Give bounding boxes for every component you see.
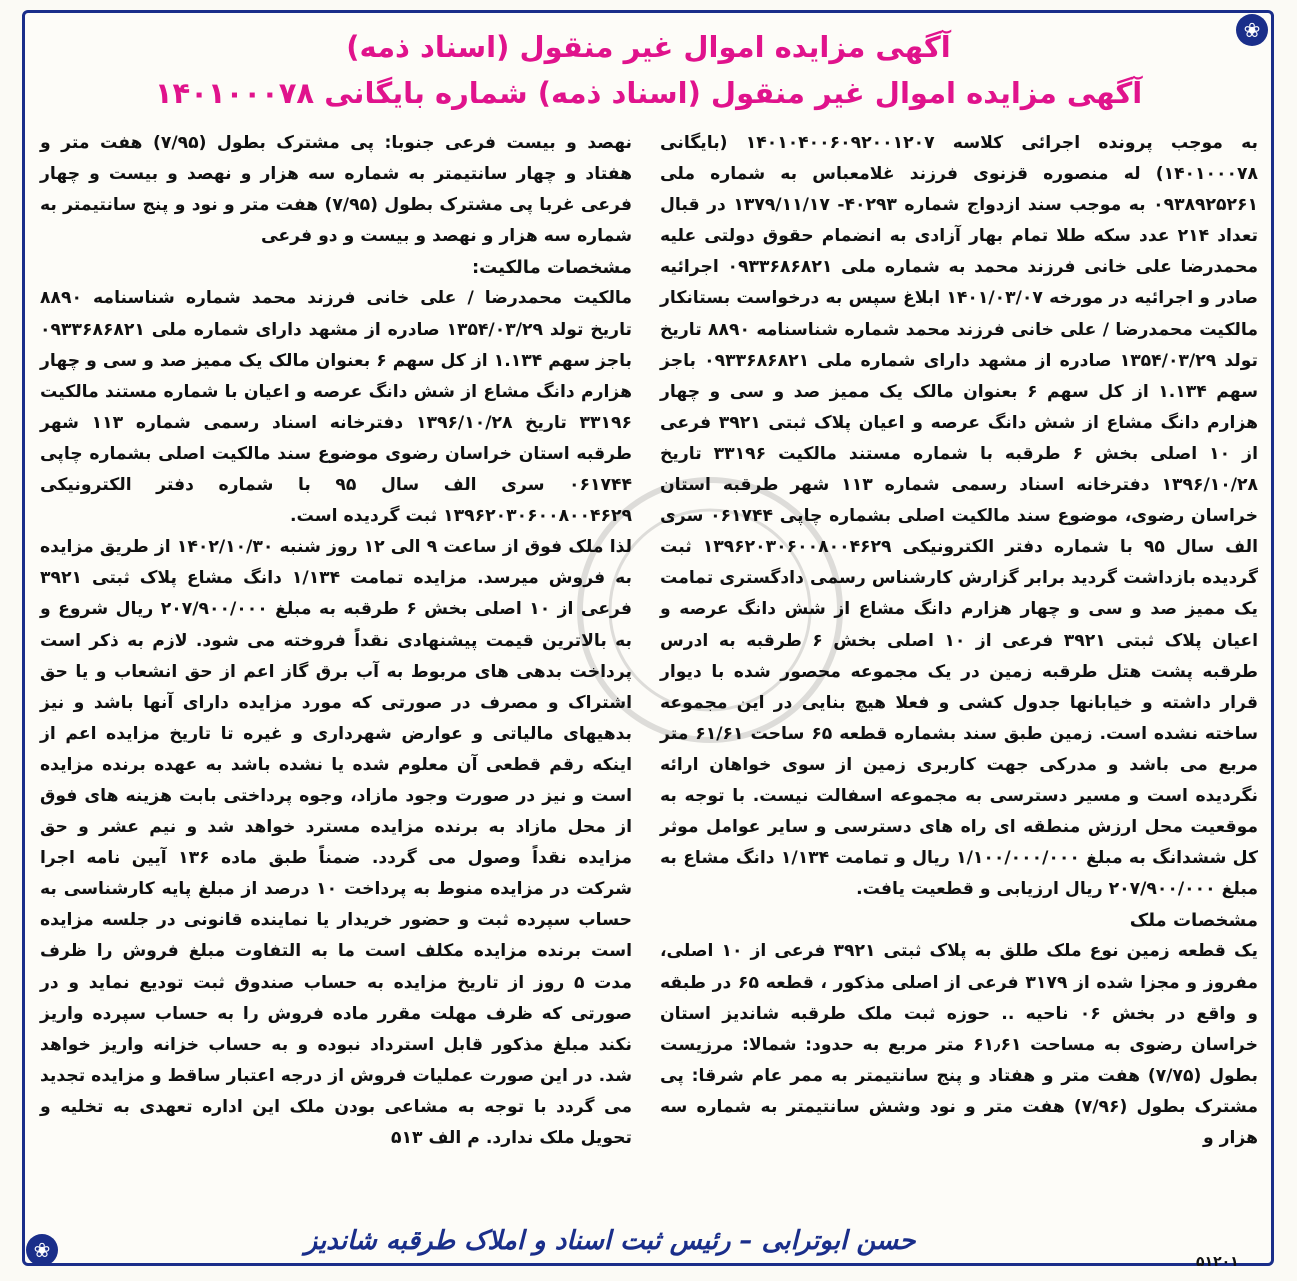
boundaries-paragraph: نهصد و بیست فرعی جنوبا: پی مشترک بطول (۷/۹۵) هفت متر و هفتاد و چهار سانتیمتر به شماره سه هزار و نهصد و بیست و چهار فرعی غربا پی مشترک بطول (۷/۹۵) هفت متر و نود و پنج سانتیمتر به شماره سه هزار و نهصد و بیست و دو فرعی bbox=[40, 133, 632, 247]
notice-title: آگهی مزایده اموال غیر منقول (اسناد ذمه) bbox=[346, 30, 951, 64]
auction-terms-paragraph: لذا ملک فوق از ساعت ۹ الی ۱۲ روز شنبه ۱۴۰۲/۱۰/۳۰ از طریق مزایده به فروش میرسد. مزایده تمامت ۱/۱۳۴ دانگ مشاع پلاک ثبتی ۳۹۲۱ فرعی از ۱۰ اصلی بخش ۶ طرقبه به مبلغ ۲۰۷/۹۰۰/۰۰۰ ریال شروع و به بالاترین قیمت پیشنهادی نقداً فروخته می شود. لازم به ذکر است پرداخت بدهی های مربوط به آب برق گاز اعم از حق انشعاب و یا حق اشتراک و مصرف در صورتی که مورد مزایده دارای آنها باشد و نیز بدهیهای مالیاتی و عوارض شهرداری و غیره تا تاریخ مزایده اعم از اینکه رقم قطعی آن معلوم شده یا نشده باشد به عهده برنده مزایده است و نیز در صورت وجود مازاد، وجوه پرداختی بابت هزینه های فوق از محل مازاد به برنده مزایده مسترد خواهد شد و نیم عشر و حق مزایده نقداً وصول می گردد. ضمناً طبق ماده ۱۳۶ آیین نامه اجرا شرکت در مزایده منوط به پرداخت ۱۰ درصد از مبلغ پایه کارشناسی به حساب سپرده ثبت و حضور خریدار یا نماینده قانونی در جلسه مزایده است برنده مزایده مکلف است ما به التفاوت مبلغ فروش را ظرف مدت ۵ روز از تاریخ مزایده به حساب صندوق ثبت تودیع نماید و در صورتی که ظرف مهلت مقرر ماده فروش را به حساب سپرده واریز نکند مبلغ مذکور قابل استرداد نبوده و به حساب خزانه واریز خواهد شد. در این صورت عملیات فروش از درجه اعتبار ساقط و مزایده تجدید می گردد با توجه به مشاعی بودن ملک این اداره تعهدی به تخلیه و تحویل ملک ندارد. م الف ۵۱۳ bbox=[40, 537, 633, 1148]
document-code: ۵۱۲۰۱ bbox=[1196, 1254, 1239, 1270]
property-specs-heading: مشخصات ملک bbox=[1129, 910, 1258, 932]
corner-ornament-icon: ❀ bbox=[1236, 14, 1268, 46]
case-paragraph: به موجب پرونده اجرائی کلاسه ۱۴۰۱۰۴۰۰۶۰۹۲۰۰۱۲۰۷ (بایگانی ۱۴۰۱۰۰۰۷۸) له منصوره قزنوی فرزند غلامعباس به شماره ملی ۰۹۳۸۹۲۵۲۶۱ به موجب سند ازدواج شماره ۴۰۲۹۳- ۱۳۷۹/۱۱/۱۷ در قبال تعداد ۲۱۴ عدد سکه طلا تمام بهار آزادی به انضمام حقوق دولتی علیه محمدرضا علی خانی فرزند محمد به شماره ملی ۰۹۳۳۶۸۶۸۲۱ اجرائیه صادر و اجرائیه در مورخه ۱۴۰۱/۰۳/۰۷ ابلاغ سپس به درخواست بستانکار مالکیت محمدرضا / علی خانی فرزند محمد شماره شناسنامه ۸۸۹۰ تاریخ تولد ۱۳۵۴/۰۳/۲۹ صادره از مشهد دارای شماره ملی ۰۹۳۳۶۸۶۸۲۱ باجز سهم ۱.۱۳۴ از کل سهم ۶ بعنوان مالک یک ممیز صد و سی و چهار هزارم دانگ مشاع از شش دانگ عرصه و اعیان پلاک ثبتی ۳۹۲۱ فرعی از ۱۰ اصلی بخش ۶ طرقبه با شماره مستند مالکیت ۳۳۱۹۶ تاریخ ۱۳۹۶/۱۰/۲۸ دفترخانه اسناد رسمی شماره ۱۱۳ شهر طرقبه استان خراسان رضوی، موضوع سند مالکیت اصلی بشماره چاپی ۰۶۱۷۴۴ سری الف سال ۹۵ با شماره دفتر الکترونیکی ۱۳۹۶۲۰۳۰۶۰۰۸۰۰۴۶۲۹ ثبت گردیده بازداشت گردید برابر گزارش کارشناس رسمی دادگستری تمامت یک ممیز صد و سی و چهار هزارم دانگ مشاع از شش دانگ عرصه و اعیان پلاک ثبتی ۳۹۲۱ فرعی از ۱۰ اصلی بخش ۶ طرقبه به ادرس طرقبه پشت هتل طرقبه زمین در یک مجموعه محصور شده با دیوار قرار داشته و خیابانها جدول کشی و فعلا هیچ بنایی در این مجموعه ساخته نشده است. زمین طبق سند بشماره قطعه ۶۵ ساحت ۶۱/۶۱ متر مربع می باشد و مدرکی جهت کاربری زمین از سوی خواهان ارائه نگردیده است و مسیر دسترسی به مجموعه اسفالت نیست. با توجه به موقعیت محل ارزش منطقه ای راه های دسترسی و سایر عوامل موثر کل ششدانگ به مبلغ ۱/۱۰۰/۰۰۰/۰۰۰ ریال و تمامت ۱/۱۳۴ دانگ مشاع به مبلغ ۲۰۷/۹۰۰/۰۰۰ ریال ارزیابی و قطعیت یافت. bbox=[660, 133, 1259, 900]
notice-subtitle: آگهی مزایده اموال غیر منقول (اسناد ذمه) شماره بایگانی ۱۴۰۱۰۰۰۷۸ bbox=[154, 76, 1143, 110]
left-column bbox=[40, 128, 632, 1154]
right-column bbox=[660, 128, 1258, 1154]
ownership-paragraph: مالکیت محمدرضا / علی خانی فرزند محمد شماره شناسنامه ۸۸۹۰ تاریخ تولد ۱۳۵۴/۰۳/۲۹ صادره از مشهد دارای شماره ملی ۰۹۳۳۶۸۶۸۲۱ باجز سهم ۱.۱۳۴ از کل سهم ۶ بعنوان مالک یک ممیز صد و سی و چهار هزارم دانگ مشاع از شش دانگ عرصه و اعیان با شماره مستند مالکیت ۳۳۱۹۶ تاریخ ۱۳۹۶/۱۰/۲۸ دفترخانه اسناد رسمی شماره ۱۱۳ شهر طرقبه استان خراسان رضوی موضوع سند مالکیت اصلی بشماره چاپی ۰۶۱۷۴۴ سری الف سال ۹۵ با شماره دفتر الکترونیکی ۱۳۹۶۲۰۳۰۶۰۰۸۰۰۴۶۲۹ ثبت گردیده است. bbox=[40, 288, 632, 527]
corner-ornament-icon: ❀ bbox=[26, 1234, 58, 1266]
ownership-heading: مشخصات مالکیت: bbox=[471, 257, 632, 279]
property-paragraph: یک قطعه زمین نوع ملک طلق به پلاک ثبتی ۳۹۲۱ فرعی از ۱۰ اصلی، مفروز و مجزا شده از ۳۱۷۹ فرعی از اصلی مذکور ، قطعه ۶۵ در طبقه و واقع در بخش ۰۶ ناحیه .. حوزه ثبت ملک طرقبه شاندیز استان خراسان رضوی به مساحت ۶۱٫۶۱ متر مربع به حدود: شمالا: مرزیست بطول (۷/۷۵) هفت متر و هفتاد و پنج سانتیمتر به ممر عام شرقا: پی مشترک بطول (۷/۹۶) هفت متر و نود وشش سانتیمتر به شماره سه هزار و bbox=[660, 941, 1258, 1148]
signature-line: حسن ابوترابی – رئیس ثبت اسناد و املاک طرقبه شاندیز bbox=[304, 1226, 916, 1256]
